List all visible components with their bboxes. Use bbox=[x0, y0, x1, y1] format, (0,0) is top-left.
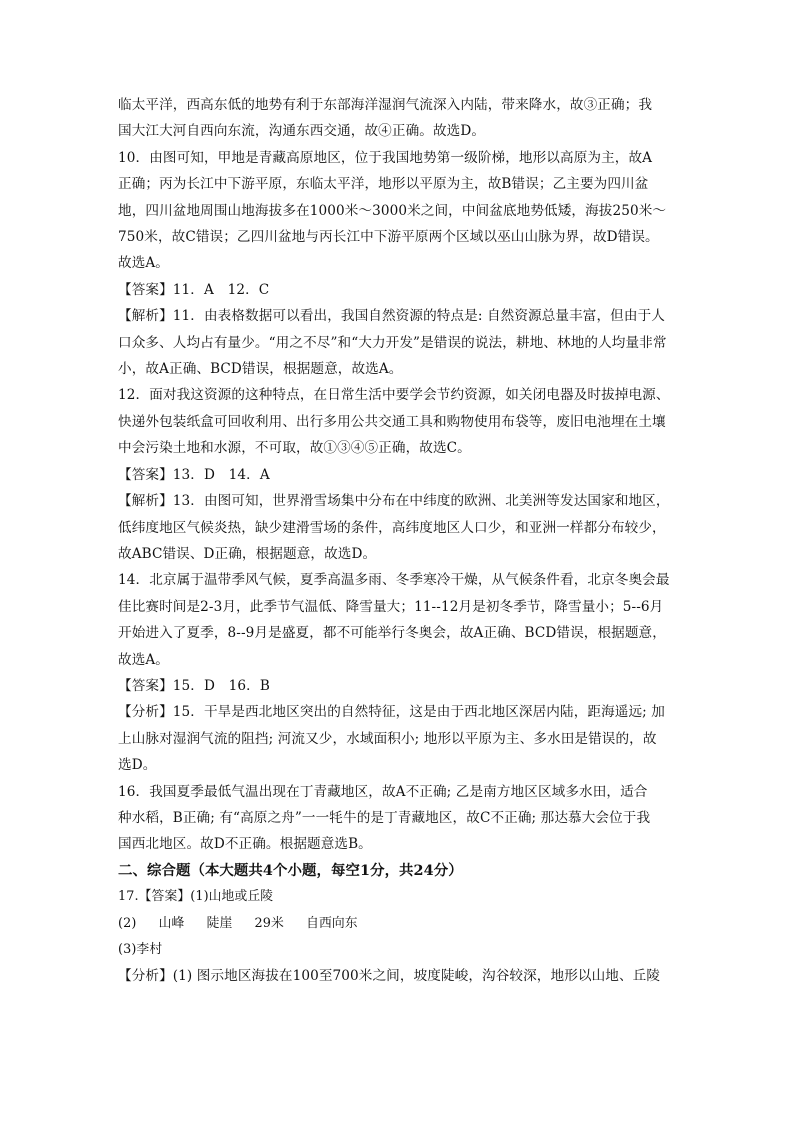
text-line: 故ABC错误、D正确，根据题意，故选D。 bbox=[118, 545, 377, 562]
answer-line: 【答案】13．D 14．A bbox=[118, 466, 270, 483]
text-line: 上山脉对湿润气流的阻挡; 河流又少，水域面积小; 地形以平原为主、多水田是错误的，故 bbox=[118, 730, 657, 747]
text-line: 10．由图可知，甲地是青藏高原地区，位于我国地势第一级阶梯，地形以高原为主，故A bbox=[118, 149, 653, 166]
text-line: 佳比赛时间是2-3月，此季节气温低、降雪量大；11--12月是初冬季节，降雪量小；5--6月 bbox=[118, 598, 664, 615]
q17-analysis: 【分析】(1) 图示地区海拔在100至700米之间，坡度陡峻，沟谷较深，地形以山地、丘陵 bbox=[118, 968, 661, 985]
text-line: 16．我国夏季最低气温出现在丁青藏地区，故A不正确; 乙是南方地区区域多水田，适合 bbox=[118, 783, 648, 800]
text-line: 750米，故C错误；乙四川盆地与丙长江中下游平原两个区域以巫山山脉为界，故D错误。 bbox=[118, 229, 659, 246]
text-line: 中会污染土地和水源，不可取，故①③④⑤正确，故选C。 bbox=[118, 440, 471, 457]
text-line: 低纬度地区气候炎热，缺少建滑雪场的条件，高纬度地区人口少，和亚洲一样都分布较少， bbox=[118, 519, 666, 536]
answer-text-body bbox=[118, 92, 678, 990]
q17-answer: 17.【答案】(1)山地或丘陵 bbox=[118, 889, 274, 905]
text-line: 快递外包装纸盒可回收利用、出行多用公共交通工具和购物使用布袋等，废旧电池埋在土壤 bbox=[118, 413, 666, 430]
text-line: 口众多、人均占有量少。“用之不尽”和“大力开发”是错误的说法，耕地、林地的人均量非常 bbox=[118, 334, 667, 351]
section-heading: 二、综合题（本大题共4个小题，每空1分，共24分） bbox=[118, 861, 463, 879]
text-line: 开始进入了夏季，8--9月是盛夏，都不可能举行冬奥会，故A正确、BCD错误，根据题意， bbox=[118, 625, 666, 642]
text-line: 种水稻，B正确; 有“高原之舟”一一牦牛的是丁青藏地区，故C不正确; 那达慕大会位于我 bbox=[118, 809, 651, 826]
q17-part2-item: 山峰 bbox=[158, 915, 185, 931]
text-line: 【解析】13．由图可知，世界滑雪场集中分布在中纬度的欧洲、北美洲等发达国家和地区， bbox=[118, 493, 670, 510]
answer-line: 【答案】15．D 16．B bbox=[118, 677, 270, 694]
text-line: 小，故A正确、BCD错误，根据题意，故选A。 bbox=[118, 361, 403, 378]
text-line: 故选A。 bbox=[118, 255, 169, 272]
text-line: 临太平洋，西高东低的地势有利于东部海洋湿润气流深入内陆，带来降水，故③正确；我 bbox=[118, 97, 653, 113]
text-line: 【分析】15．干旱是西北地区突出的自然特征，这是由于西北地区深居内陆，距海遥远; 加 bbox=[118, 704, 665, 721]
text-line: 12．面对我这资源的这种特点，在日常生活中要学会节约资源，如关闭电器及时拔掉电源、 bbox=[118, 387, 670, 404]
text-line: 选D。 bbox=[118, 757, 157, 774]
q17-part2 bbox=[118, 911, 678, 937]
text-line: 国大江大河自西向东流，沟通东西交通，故④正确。故选D。 bbox=[118, 123, 486, 140]
q17-part2-item: 自西向东 bbox=[306, 915, 358, 931]
text-line: 14．北京属于温带季风气候，夏季高温多雨、冬季寒冷干燥，从气候条件看，北京冬奥会最 bbox=[118, 572, 670, 589]
text-line: 国西北地区。故D不正确。根据题意选B。 bbox=[118, 836, 372, 853]
text-line: 正确；丙为长江中下游平原，东临太平洋，地形以平原为主，故B错误；乙主要为四川盆 bbox=[118, 176, 649, 193]
text-line: 【解析】11．由表格数据可以看出，我国自然资源的特点是: 自然资源总量丰富，但由于人 bbox=[118, 308, 665, 325]
answer-line: 【答案】11．A 12．C bbox=[118, 281, 270, 298]
q17-part2-item: 陡崖 bbox=[206, 915, 233, 931]
text-line: 地，四川盆地周围山地海拔多在1000米～3000米之间，中间盆底地势低矮，海拔250米～ bbox=[118, 202, 667, 219]
q17-part2-item: 29米 bbox=[254, 915, 284, 931]
q17-part2-label: (2) bbox=[118, 915, 137, 931]
q17-part3: (3)李村 bbox=[118, 942, 163, 957]
text-line: 故选A。 bbox=[118, 651, 169, 668]
